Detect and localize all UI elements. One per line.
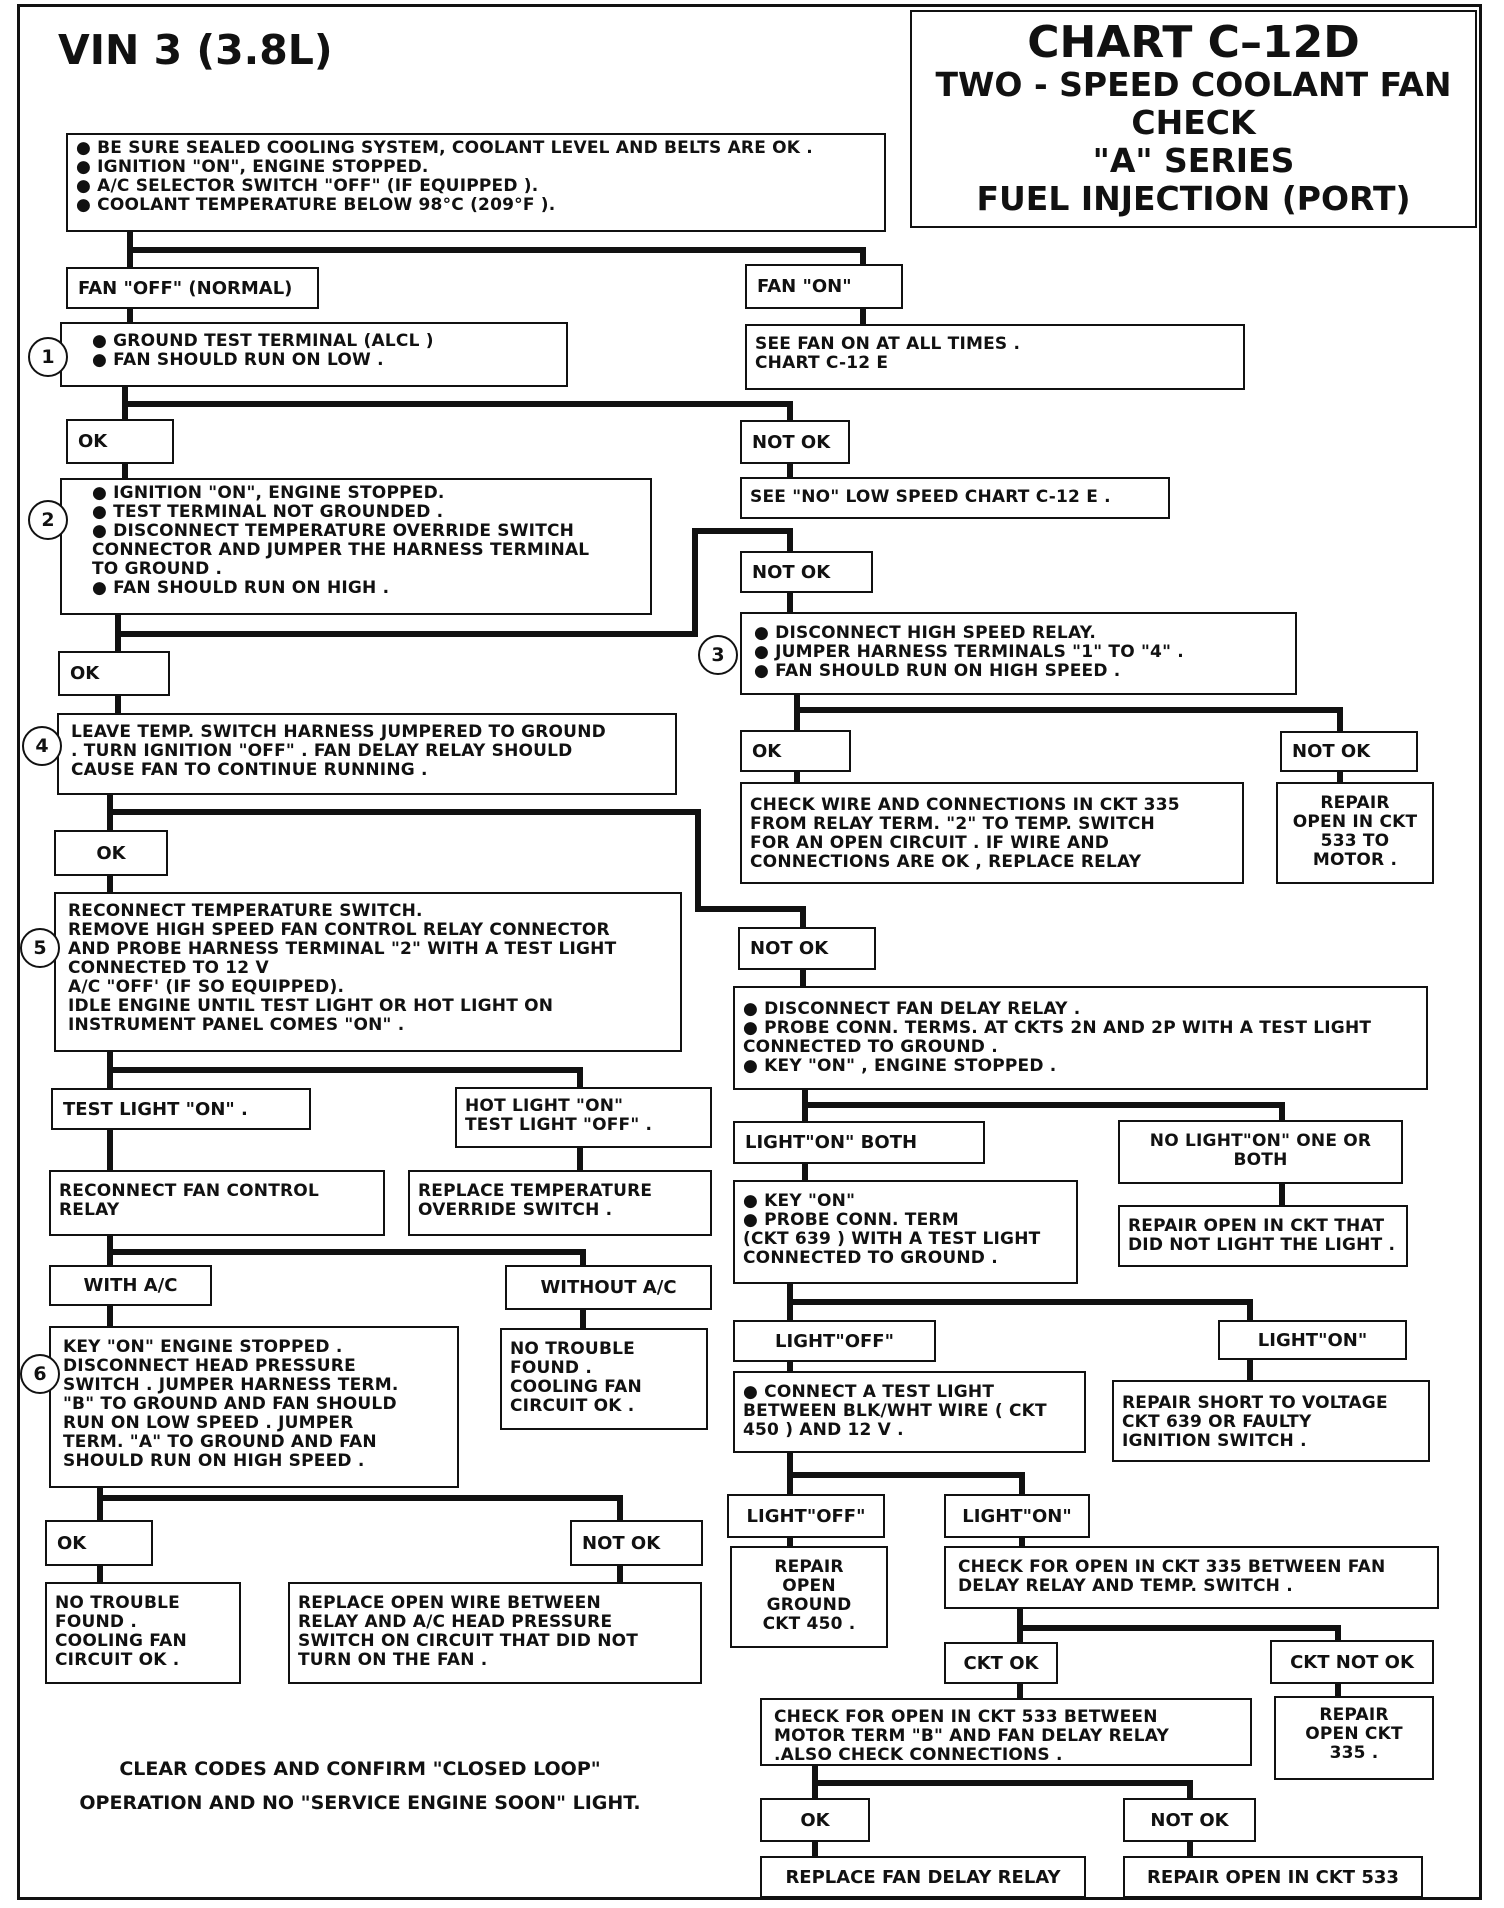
light-off-label-2: LIGHT"OFF" [727,1494,885,1538]
no-trouble-found-box-2: NO TROUBLE FOUND . COOLING FAN CIRCUIT OK . [45,1582,241,1684]
light-on-label-1: LIGHT"ON" [1218,1320,1407,1360]
chart-title-box [910,10,1477,228]
fan-on-label: FAN "ON" [745,264,903,309]
precheck-box: ● BE SURE SEALED COOLING SYSTEM, COOLANT LEVEL AND BELTS ARE OK . ● IGNITION "ON", ENGINE STOPPED. ● A/C SELECTOR SWITCH "OFF" (IF EQUIPPED ). ● COOLANT TEMPERATURE BELOW 98°C (209°F ). [66,133,886,232]
step-number-1: 1 [28,337,68,377]
step2-box: ● IGNITION "ON", ENGINE STOPPED. ● TEST TERMINAL NOT GROUNDED . ● DISCONNECT TEMPERATURE OVERRIDE SWITCH CONNECTOR AND JUMPER THE HARNESS TERMINAL TO GROUND . ● FAN SHOULD RUN ON HIGH . [60,478,652,615]
check-open-335-box: CHECK FOR OPEN IN CKT 335 BETWEEN FAN DELAY RELAY AND TEMP. SWITCH . [944,1546,1439,1609]
step6-box: KEY "ON" ENGINE STOPPED . DISCONNECT HEAD PRESSURE SWITCH . JUMPER HARNESS TERM. "B" TO GROUND AND FAN SHOULD RUN ON LOW SPEED . JUMPER TERM. "A" TO GROUND AND FAN SHOULD RUN ON HIGH SPEED . [49,1326,459,1488]
test-light-on-label: TEST LIGHT "ON" . [51,1088,311,1130]
check-wire-335-box: CHECK WIRE AND CONNECTIONS IN CKT 335 FROM RELAY TERM. "2" TO TEMP. SWITCH FOR AN OPEN CIRCUIT . IF WIRE AND CONNECTIONS ARE OK , REPLACE RELAY [740,782,1244,884]
ok-label-6: OK [760,1798,870,1842]
step3-box: ● DISCONNECT HIGH SPEED RELAY. ● JUMPER HARNESS TERMINALS "1" TO "4" . ● FAN SHOULD RUN ON HIGH SPEED . [740,612,1297,695]
reconnect-fan-control-box: RECONNECT FAN CONTROL RELAY [49,1170,385,1236]
light-on-both-label: LIGHT"ON" BOTH [733,1121,985,1164]
not-ok-label-1: NOT OK [740,420,850,464]
not-ok-label-4: NOT OK [738,927,876,970]
fan-off-label: FAN "OFF" (NORMAL) [66,267,319,309]
light-off-label-1: LIGHT"OFF" [733,1320,936,1362]
replace-fan-delay-relay-box: REPLACE FAN DELAY RELAY [760,1856,1086,1898]
hot-light-on-label: HOT LIGHT "ON" TEST LIGHT "OFF" . [455,1087,712,1148]
no-light-on-label: NO LIGHT"ON" ONE OR BOTH [1118,1120,1403,1184]
check-open-533-box: CHECK FOR OPEN IN CKT 533 BETWEEN MOTOR TERM "B" AND FAN DELAY RELAY .ALSO CHECK CONNECTIONS . [760,1698,1252,1766]
not-ok-label-6: NOT OK [1123,1798,1256,1842]
step4-box: LEAVE TEMP. SWITCH HARNESS JUMPERED TO GROUND . TURN IGNITION "OFF" . FAN DELAY RELAY SHOULD CAUSE FAN TO CONTINUE RUNNING . [57,713,677,795]
step-number-2: 2 [28,500,68,540]
chart-title-line1: TWO - SPEED COOLANT FAN [935,65,1452,104]
replace-open-wire-box: REPLACE OPEN WIRE BETWEEN RELAY AND A/C HEAD PRESSURE SWITCH ON CIRCUIT THAT DID NOT TURN ON THE FAN . [288,1582,702,1684]
step-number-5: 5 [20,928,60,968]
step5-box: RECONNECT TEMPERATURE SWITCH. REMOVE HIGH SPEED FAN CONTROL RELAY CONNECTOR AND PROBE HARNESS TERMINAL "2" WITH A TEST LIGHT CONNECTED TO 12 V A/C "OFF' (IF SO EQUIPPED). IDLE ENGINE UNTIL TEST LIGHT OR HOT LIGHT ON INSTRUMENT PANEL COMES "ON" . [54,892,682,1052]
footer-note: CLEAR CODES AND CONFIRM "CLOSED LOOP" OPERATION AND NO "SERVICE ENGINE SOON" LIGHT. [79,1758,641,1814]
not-ok-label-2: NOT OK [740,551,873,593]
disconnect-delay-relay-box: ● DISCONNECT FAN DELAY RELAY . ● PROBE CONN. TERMS. AT CKTS 2N AND 2P WITH A TEST LIGHT CONNECTED TO GROUND . ● KEY "ON" , ENGINE STOPPED . [733,986,1428,1090]
chart-title-line3: "A" SERIES [1092,141,1295,180]
step-number-6: 6 [20,1354,60,1394]
repair-short-box: REPAIR SHORT TO VOLTAGE CKT 639 OR FAULTY IGNITION SWITCH . [1112,1380,1430,1462]
see-fan-on-box: SEE FAN ON AT ALL TIMES . CHART C-12 E [745,324,1245,390]
with-ac-label: WITH A/C [49,1265,212,1306]
ckt-ok-label: CKT OK [944,1642,1058,1684]
repair-open-did-not-light-box: REPAIR OPEN IN CKT THAT DID NOT LIGHT THE LIGHT . [1118,1205,1408,1267]
chart-title-line4: FUEL INJECTION (PORT) [976,179,1411,218]
step-number-3: 3 [698,635,738,675]
ok-label-4: OK [54,830,168,876]
repair-533-motor-box: REPAIR OPEN IN CKT 533 TO MOTOR . [1276,782,1434,884]
ok-label-3: OK [740,730,851,772]
ok-label-5: OK [45,1520,153,1566]
light-on-label-2: LIGHT"ON" [944,1494,1090,1538]
no-trouble-found-box-1: NO TROUBLE FOUND . COOLING FAN CIRCUIT OK . [500,1328,708,1430]
repair-open-ground-box: REPAIR OPEN GROUND CKT 450 . [730,1546,888,1648]
ok-label-2: OK [58,651,170,696]
not-ok-label-3: NOT OK [1280,731,1418,772]
engine-code: VIN 3 (3.8L) [58,26,333,74]
key-on-probe-box: ● KEY "ON" ● PROBE CONN. TERM (CKT 639 ) WITH A TEST LIGHT CONNECTED TO GROUND . [733,1180,1078,1284]
ok-label-1: OK [66,419,174,464]
see-no-low-speed-box: SEE "NO" LOW SPEED CHART C-12 E . [740,477,1170,519]
repair-open-533-box: REPAIR OPEN IN CKT 533 [1123,1856,1423,1898]
repair-open-335-box: REPAIR OPEN CKT 335 . [1274,1696,1434,1780]
not-ok-label-5: NOT OK [570,1520,703,1566]
replace-temp-switch-box: REPLACE TEMPERATURE OVERRIDE SWITCH . [408,1170,712,1236]
chart-title-line2: CHECK [1131,103,1256,142]
without-ac-label: WITHOUT A/C [505,1265,712,1310]
ckt-not-ok-label: CKT NOT OK [1270,1640,1434,1684]
step1-box: ● GROUND TEST TERMINAL (ALCL ) ● FAN SHOULD RUN ON LOW . [60,322,568,387]
connect-test-light-box: ● CONNECT A TEST LIGHT BETWEEN BLK/WHT WIRE ( CKT 450 ) AND 12 V . [733,1371,1086,1453]
chart-id: CHART C–12D [1027,17,1360,68]
step-number-4: 4 [22,726,62,766]
